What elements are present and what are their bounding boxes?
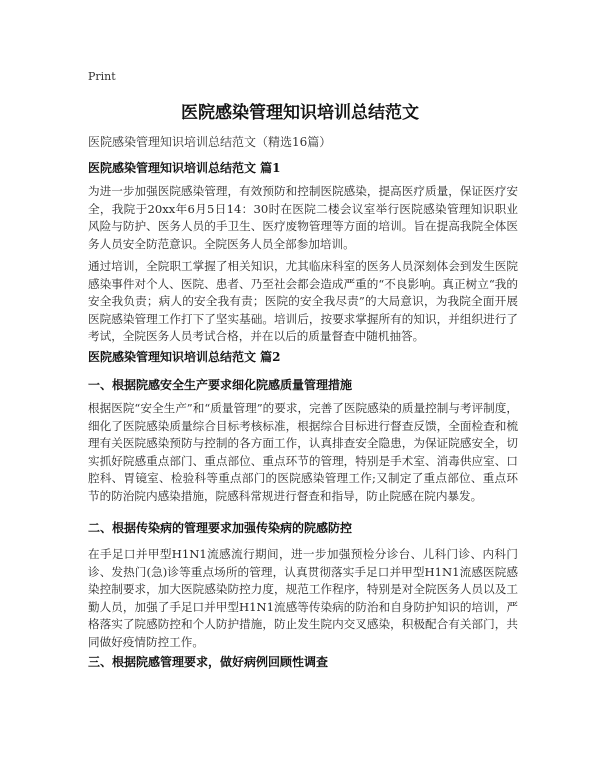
- page-title: 医院感染管理知识培训总结范文: [181, 103, 419, 123]
- section-1-paragraph-2: 通过培训，全院职工掌握了相关知识，尤其临床科室的医务人员深刻体会到发生医院感染事件对个人、医院、患者、乃至社会都会造成严重的“不良影响。真正树立“我的安全我负责；病人的安全我有责；医院的安全我尽责”的大局意识，为我院全面开展医院感染管理工作打下了坚实基础。培训后，按要求掌握所有的知识，并组织进行了考试，全院医务人员考试合格，并在以后的质量督查中随机抽答。: [88, 259, 518, 343]
- section-heading-1: 医院感染管理知识培训总结范文 篇1: [88, 161, 281, 175]
- print-label[interactable]: Print: [88, 70, 116, 83]
- subsection-heading-2: 二、根据传染病的管理要求加强传染病的院感防控: [88, 521, 353, 535]
- subsection-2-paragraph: 在手足口并甲型H1N1流感流行期间，进一步加强预检分诊台、儿科门诊、内科门诊、发热门(急)诊等重点场所的管理，认真贯彻落实手足口并甲型H1N1流感医院感染控制要求，加大医院感染防控力度，规范工作程序，特别是对全院医务人员以及工勤人员，加强了手足口并甲型H1N1流感等传染病的防治和自身防护知识的培训，严格落实了院感防控和个人防护措施，防止发生院内交叉感染，积极配合有关部门，共同做好疫情防控工作。: [88, 547, 518, 649]
- section-heading-2: 医院感染管理知识培训总结范文 篇2: [88, 350, 281, 364]
- subsection-heading-3: 三、根据院感管理要求，做好病例回顾性调查: [88, 655, 329, 669]
- page-subtitle: 医院感染管理知识培训总结范文（精选16篇）: [88, 135, 332, 149]
- subsection-1-paragraph: 根据医院“安全生产”和“质量管理”的要求，完善了医院感染的质量控制与考评制度，细化了医院感染质量综合目标考核标准，根据综合目标进行督查反馈，全面检查和梳理有关医院感染预防与控制的各方面工作，认真排查安全隐患，为保证院感安全，切实抓好院感重点部门、重点部位、重点环节的管理，特别是手术室、消毒供应室、口腔科、胃镜室、检验科等重点部门的医院感染管理工作;又制定了重点部位、重点环节的防治院内感染措施，院感科常规进行督查和指导，防止院感在院内暴发。: [88, 401, 518, 503]
- subsection-heading-1: 一、根据院感安全生产要求细化院感质量管理措施: [88, 378, 353, 392]
- section-1-paragraph-1: 为进一步加强医院感染管理，有效预防和控制医院感染，提高医疗质量，保证医疗安全，我院于20xx年6月5日14：30时在医院二楼会议室举行医院感染管理知识职业风险与防护、医务人员的手卫生、医疗废物管理等方面的培训。旨在提高我院全体医务人员安全防范意识。全院医务人员全部参加培训。: [88, 184, 518, 251]
